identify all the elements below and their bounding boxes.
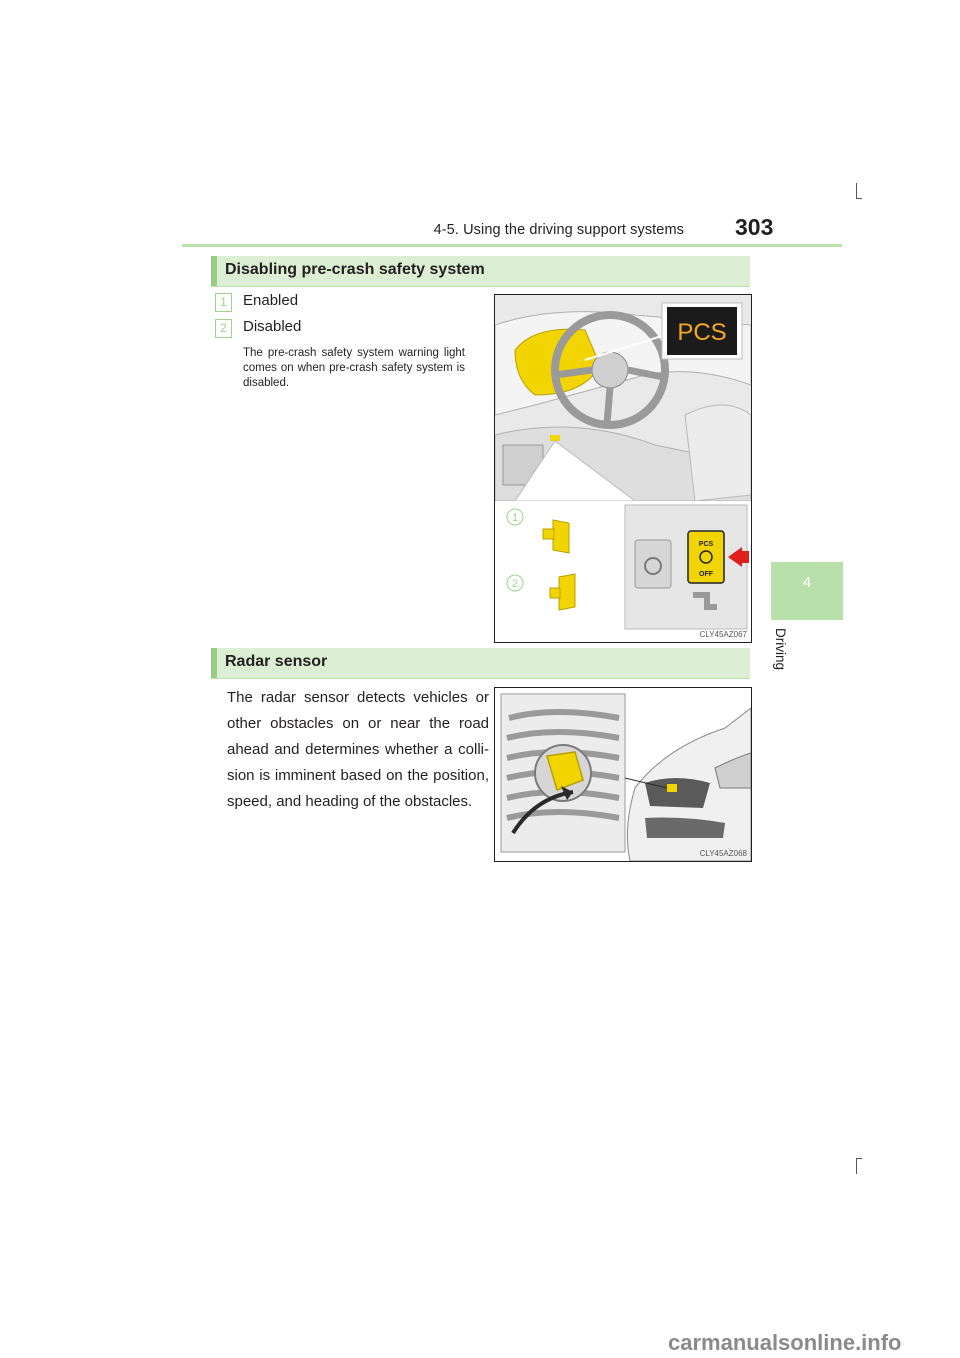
- chapter-tab-label: Driving: [773, 628, 788, 671]
- pcs-switch-drawing: [495, 295, 751, 642]
- section-heading-title: Radar sensor: [225, 653, 328, 670]
- switch-label-bottom: OFF: [699, 571, 713, 578]
- figure-callout-2: 2: [511, 578, 519, 590]
- radar-sensor-drawing: [495, 688, 751, 861]
- item-label-disabled: Disabled: [243, 318, 302, 335]
- warning-light-note: The pre-crash safety system warning light comes on when pre-crash safety system is disabled.: [243, 347, 465, 389]
- figure-callout-1: 1: [511, 512, 519, 524]
- pcs-indicator-text: PCS: [677, 319, 727, 346]
- section-heading-bar: [211, 648, 217, 678]
- section-heading-radar-sensor: [211, 648, 750, 679]
- running-header: 4-5. Using the driving support systems: [433, 222, 684, 238]
- item-number-2: 2: [215, 319, 232, 338]
- crop-mark-bottom-foot: [856, 1158, 862, 1159]
- crop-mark-bottom: [856, 1158, 857, 1174]
- watermark: carmanualsonline.info: [668, 1330, 902, 1355]
- item-number-1: 1: [215, 293, 232, 312]
- crop-mark-top: [856, 183, 857, 199]
- figure-code-1: CLY45AZ067: [699, 630, 747, 639]
- chapter-tab-number: 4: [802, 574, 812, 591]
- header-rule: [182, 244, 842, 247]
- switch-label-top: PCS: [698, 541, 714, 548]
- chapter-tab-label-wrap: [770, 628, 790, 678]
- radar-sensor-illustration: [494, 687, 752, 862]
- crop-mark-top-foot: [856, 198, 862, 199]
- section-heading-bar: [211, 256, 217, 286]
- page-number: 303: [735, 214, 774, 240]
- section-heading-disabling-pcs: [211, 256, 750, 287]
- radar-sensor-description: The radar sensor detects vehicles or other obstacles on or near the road ahead and determines whether a colli- sion is imminent based on the position, speed, and heading of the obstacles.: [227, 689, 489, 810]
- figure-code-2: CLY45AZ068: [699, 849, 747, 858]
- chapter-tab: [771, 562, 843, 620]
- section-heading-title: Disabling pre-crash safety system: [225, 261, 485, 278]
- pcs-switch-illustration: [494, 294, 752, 643]
- item-label-enabled: Enabled: [243, 292, 299, 309]
